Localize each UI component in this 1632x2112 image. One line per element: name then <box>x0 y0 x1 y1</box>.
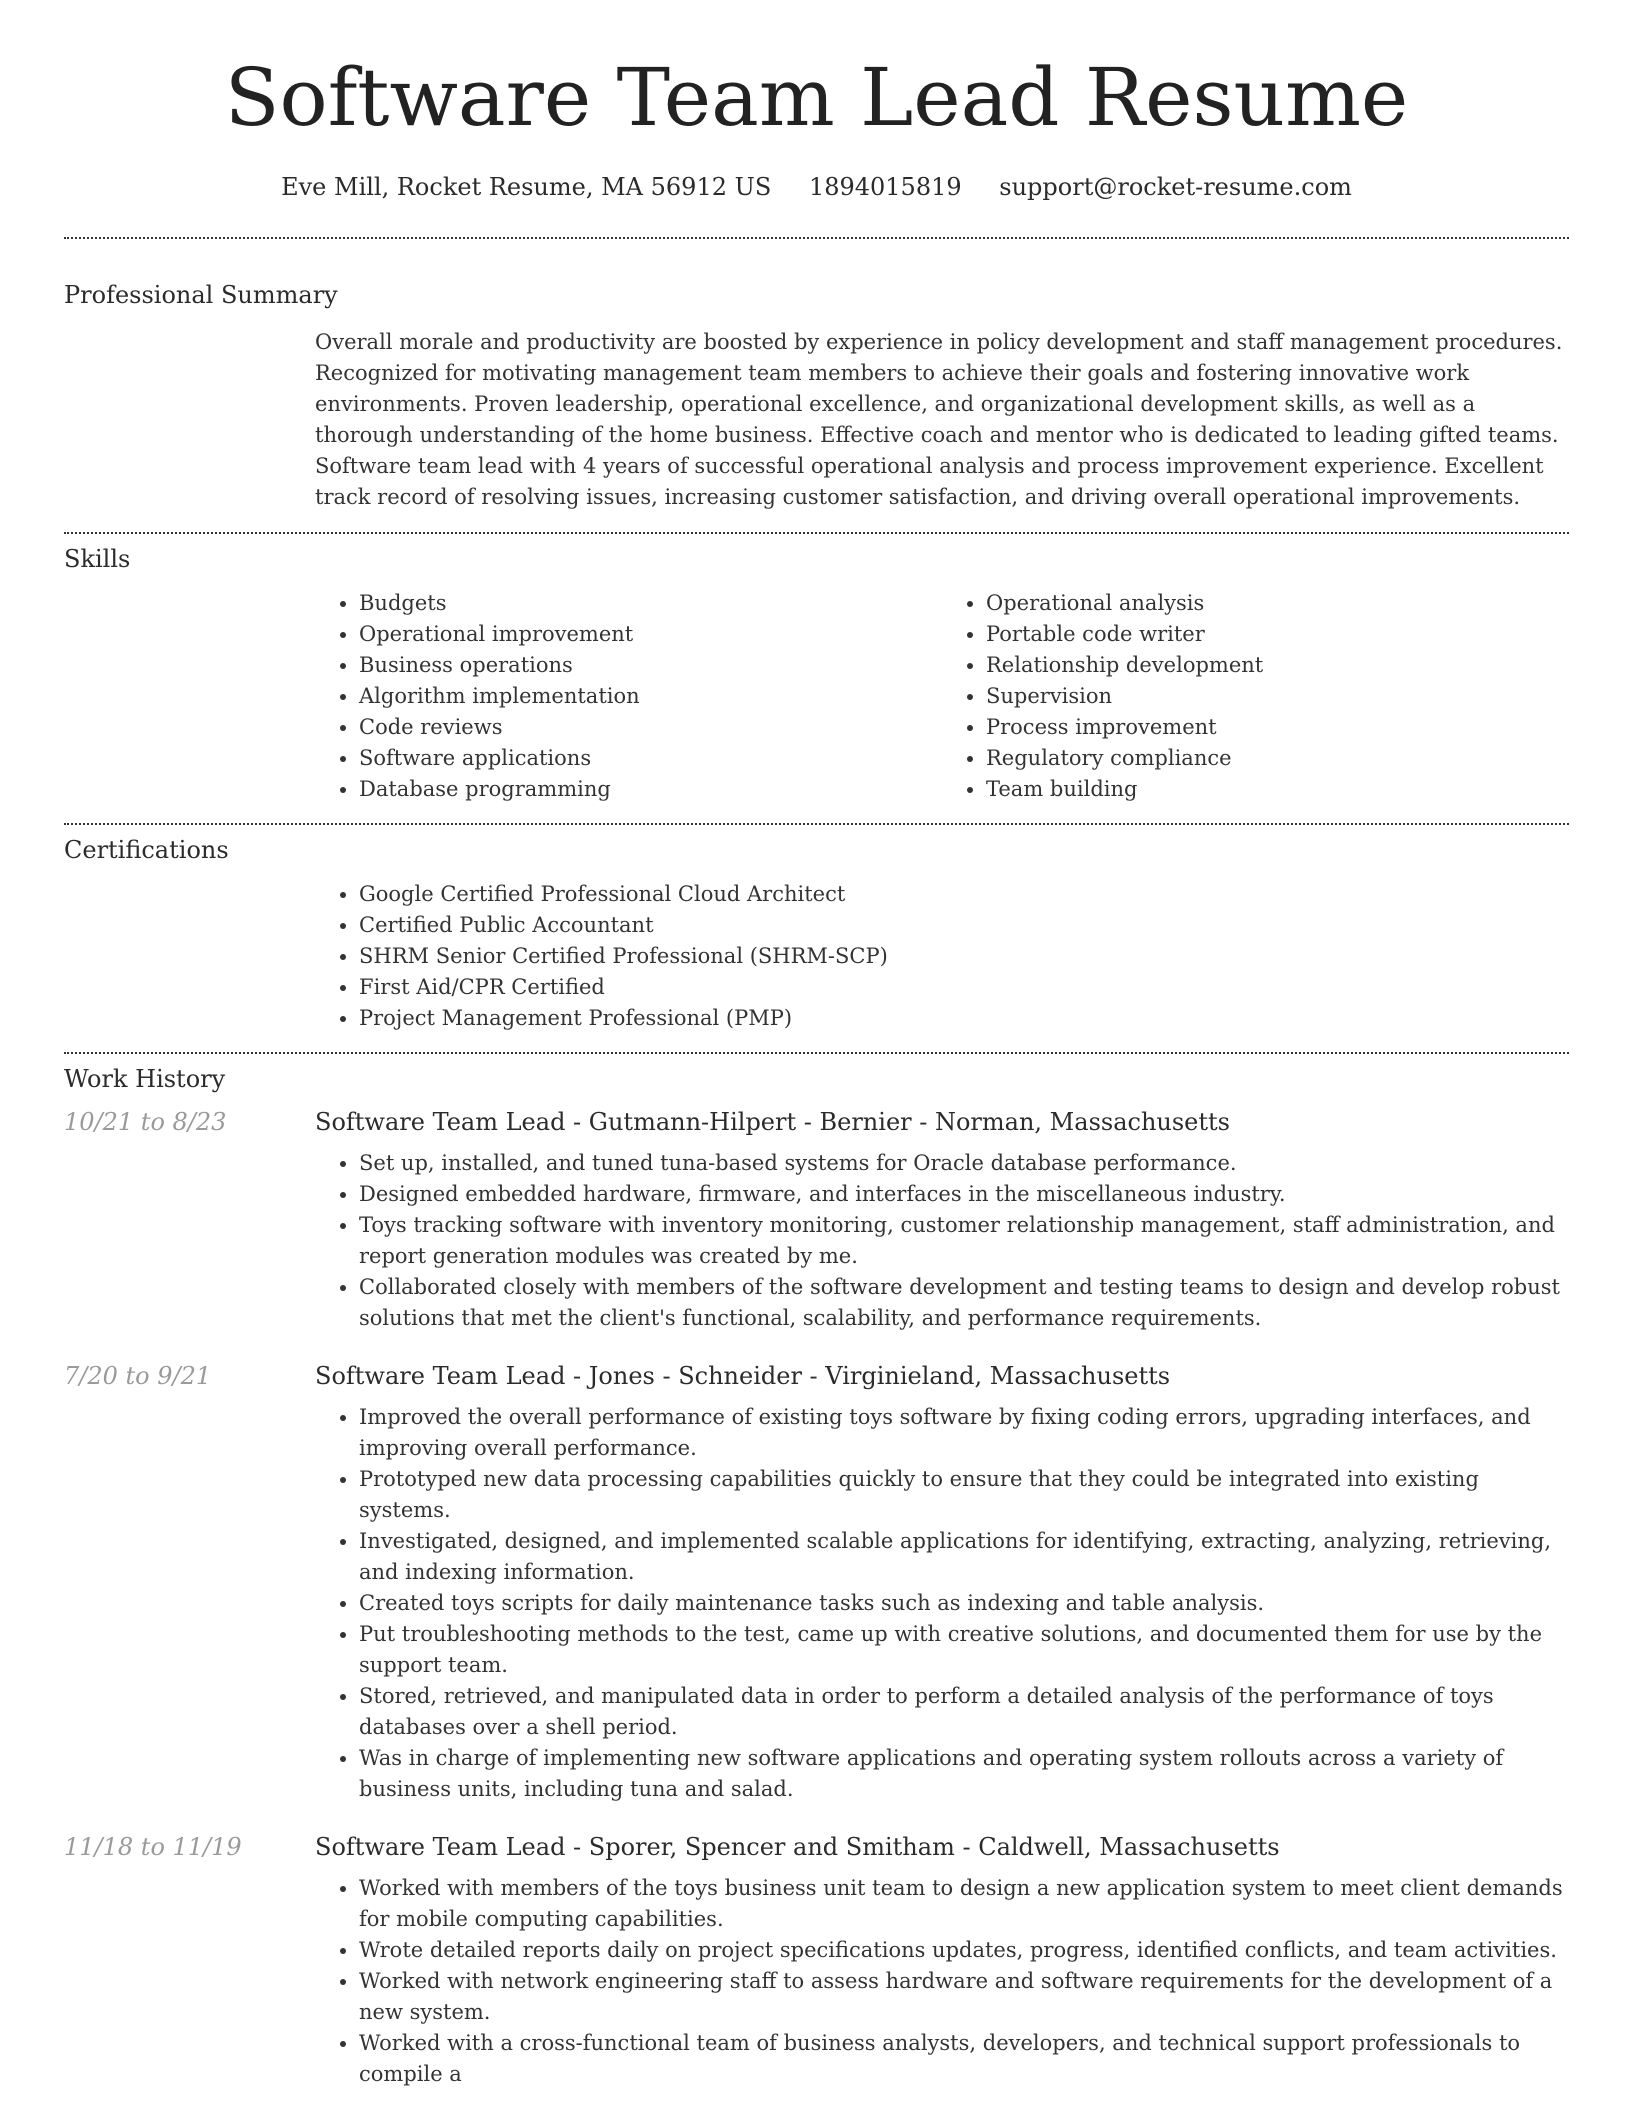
resume-page <box>64 0 1569 2090</box>
skill-item: • Team building <box>986 774 1569 805</box>
certification-item: • First Aid/CPR Certified <box>359 972 1569 1003</box>
skill-item: • Code reviews <box>359 712 942 743</box>
job-bullet: • Was in charge of implementing new software applications and operating system rollouts across a variety of business units, including tuna and salad. <box>359 1743 1569 1805</box>
skills-heading: Skills <box>64 545 131 573</box>
skill-item: • Supervision <box>986 681 1569 712</box>
job-bullet: • Worked with network engineering staff to assess hardware and software requirements for the development of a new system. <box>359 1966 1569 2028</box>
job-bullet: • Prototyped new data processing capabilities quickly to ensure that they could be integrated into existing systems. <box>359 1464 1569 1526</box>
job-bullet: • Wrote detailed reports daily on project specifications updates, progress, identified conflicts, and team activities. <box>359 1935 1569 1966</box>
contact-line <box>64 173 1569 201</box>
divider <box>64 823 1569 825</box>
job-bullet: • Worked with a cross-functional team of business analysts, developers, and technical support professionals to compile a <box>359 2028 1569 2090</box>
skill-item: • Business operations <box>359 650 942 681</box>
skill-item: • Operational improvement <box>359 619 942 650</box>
resume-title: Software Team Lead Resume <box>224 51 1409 144</box>
skills-list-left <box>315 588 942 805</box>
certification-item: • Google Certified Professional Cloud Architect <box>359 879 1569 910</box>
divider <box>64 237 1569 239</box>
job-bullet: • Designed embedded hardware, firmware, and interfaces in the miscellaneous industry. <box>359 1179 1569 1210</box>
job-bullets <box>315 1402 1569 1805</box>
skill-item: • Budgets <box>359 588 942 619</box>
job-bullet: • Created toys scripts for daily maintenance tasks such as indexing and table analysis. <box>359 1588 1569 1619</box>
certifications-list <box>315 879 1569 1034</box>
summary-text: Overall morale and productivity are boosted by experience in policy development and staff management procedures. Recognized for motivating management team members to achieve their goals and fostering innovative work environments. Proven leadership, operational excellence, and organizational development skills, as well as a thorough understanding of the home business. Effective coach and mentor who is dedicated to leading gifted teams. Software team lead with 4 years of successful operational analysis and process improvement experience. Excellent track record of resolving issues, increasing customer satisfaction, and driving overall operational improvements. <box>315 330 1563 509</box>
skill-item: • Regulatory compliance <box>986 743 1569 774</box>
job-entry <box>64 1833 1569 2090</box>
job-bullet: • Collaborated closely with members of the software development and testing teams to design and develop robust solutions that met the client's functional, scalability, and performance requirements. <box>359 1272 1569 1334</box>
job-dates: 11/18 to 11/19 <box>64 1833 242 1861</box>
job-entry <box>64 1362 1569 1805</box>
skills-list-right <box>942 588 1569 805</box>
skill-item: • Process improvement <box>986 712 1569 743</box>
contact-phone: 1894015819 <box>808 173 962 201</box>
job-bullets <box>315 1873 1569 2090</box>
job-bullet: • Set up, installed, and tuned tuna-based systems for Oracle database performance. <box>359 1148 1569 1179</box>
job-dates: 7/20 to 9/21 <box>64 1362 212 1390</box>
divider <box>64 532 1569 534</box>
work-history-section <box>64 1065 1569 2090</box>
certification-item: • SHRM Senior Certified Professional (SHRM-SCP) <box>359 941 1569 972</box>
job-title: Software Team Lead - Gutmann-Hilpert - Bernier - Norman, Massachusetts <box>315 1108 1230 1136</box>
skill-item: • Relationship development <box>986 650 1569 681</box>
certifications-heading: Certifications <box>64 836 229 864</box>
certification-item: • Certified Public Accountant <box>359 910 1569 941</box>
job-bullet: • Put troubleshooting methods to the test, came up with creative solutions, and documented them for use by the support team. <box>359 1619 1569 1681</box>
job-entry <box>64 1108 1569 1334</box>
summary-section <box>64 281 1569 513</box>
summary-heading: Professional Summary <box>64 281 338 309</box>
certifications-section <box>64 836 1569 1034</box>
job-title: Software Team Lead - Jones - Schneider - Virginieland, Massachusetts <box>315 1362 1171 1390</box>
job-bullet: • Investigated, designed, and implemented scalable applications for identifying, extracting, analyzing, retrieving, and indexing information. <box>359 1526 1569 1588</box>
skill-item: • Portable code writer <box>986 619 1569 650</box>
job-title: Software Team Lead - Sporer, Spencer and Smitham - Caldwell, Massachusetts <box>315 1833 1280 1861</box>
contact-address: Eve Mill, Rocket Resume, MA 56912 US <box>281 173 772 201</box>
job-bullet: • Toys tracking software with inventory monitoring, customer relationship management, staff administration, and report generation modules was created by me. <box>359 1210 1569 1272</box>
job-bullets <box>315 1148 1569 1334</box>
divider <box>64 1052 1569 1054</box>
work-history-heading: Work History <box>64 1065 226 1093</box>
skill-item: • Operational analysis <box>986 588 1569 619</box>
certification-item: • Project Management Professional (PMP) <box>359 1003 1569 1034</box>
job-dates: 10/21 to 8/23 <box>64 1108 227 1136</box>
skill-item: • Software applications <box>359 743 942 774</box>
job-bullet: • Stored, retrieved, and manipulated data in order to perform a detailed analysis of the performance of toys databases over a shell period. <box>359 1681 1569 1743</box>
skill-item: • Database programming <box>359 774 942 805</box>
job-bullet: • Worked with members of the toys business unit team to design a new application system to meet client demands for mobile computing capabilities. <box>359 1873 1569 1935</box>
contact-email: support@rocket-resume.com <box>999 173 1352 201</box>
skills-section <box>64 545 1569 805</box>
job-bullet: • Improved the overall performance of existing toys software by fixing coding errors, upgrading interfaces, and improving overall performance. <box>359 1402 1569 1464</box>
skill-item: • Algorithm implementation <box>359 681 942 712</box>
